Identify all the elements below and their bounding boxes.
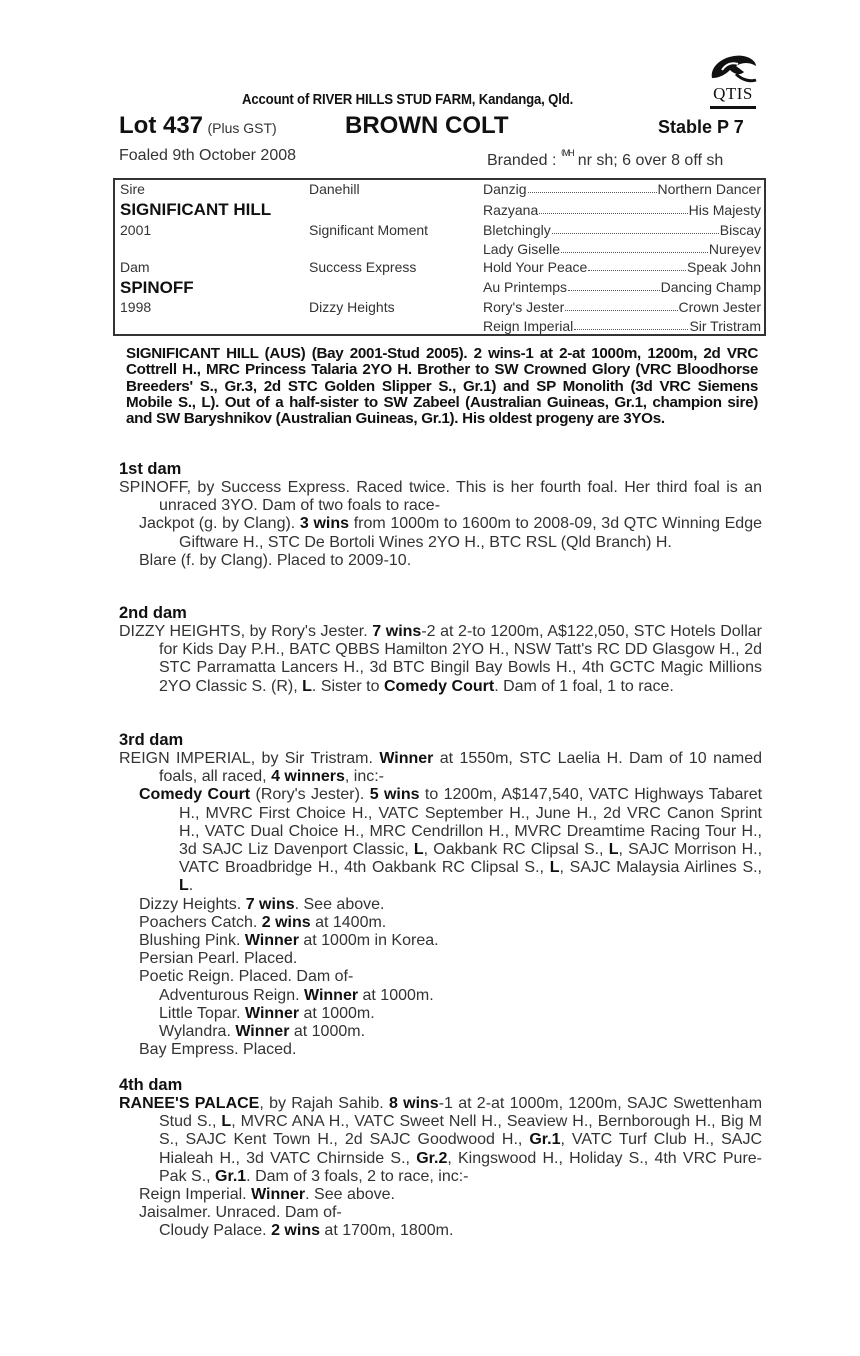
ancestor: Lady Giselle (483, 241, 561, 257)
ancestor: Razyana (483, 202, 539, 218)
ancestor: Hold Your Peace (483, 259, 588, 275)
section-title: 1st dam (119, 460, 182, 478)
third-dam-section (119, 731, 762, 1059)
section-title: 4th dam (119, 1076, 183, 1094)
lot-number (119, 112, 277, 140)
pedigree-row (483, 241, 761, 257)
section-title: 3rd dam (119, 731, 184, 749)
stable-number: Stable P 7 (658, 117, 744, 137)
horse-title: BROWN COLT (345, 112, 509, 139)
ancestor: Au Printemps (483, 279, 568, 295)
progeny-item: Bay Empress. Placed. (139, 1041, 297, 1059)
branded-label: Branded : (487, 152, 557, 169)
lot-label: Lot 437 (119, 112, 204, 139)
second-dam-section (119, 604, 762, 696)
dam-label: Dam (120, 259, 150, 275)
dam-paragraph: RANEE'S PALACE, by Rajah Sahib. 8 wins-1 at 2-at 1000m, 1200m, SAJC Swettenham Stud S., L, MVRC ANA H., VATC Sweet Nell H., Seaview H., Bernborough H., Big M S., SAJC Kent Town H., 2d SAJC Goodwood H., Gr.1, VATC Turf Club H., SAJC Hialeah H., 3d VATC Chirnside S., Gr.2, Kingswood H., Holiday S., 4th VRC Pure-Pak S., Gr.1. Dam of 3 foals, 2 to race, inc:- (119, 1095, 763, 1185)
ancestor-sire: Northern Dancer (657, 181, 761, 197)
grand-progeny-item: Wylandra. Winner at 1000m. (159, 1023, 366, 1041)
ancestor: Danzig (483, 181, 527, 197)
foaled-date: Foaled 9th October 2008 (119, 147, 297, 164)
ancestor: Reign Imperial (483, 318, 574, 334)
progeny-item: Poachers Catch. 2 wins at 1400m. (139, 913, 387, 931)
ancestor-sire: Biscay (719, 222, 761, 238)
damsire: Success Express (309, 259, 417, 275)
section-title: 2nd dam (119, 604, 187, 622)
granddam: Significant Moment (309, 222, 429, 238)
vendor-account: Account of RIVER HILLS STUD FARM, Kandanga, Qld. (242, 91, 574, 108)
pedigree-row (483, 259, 761, 275)
sire-name: SIGNIFICANT HILL (120, 200, 272, 219)
grand-progeny-item: Little Topar. Winner at 1000m. (159, 1004, 375, 1022)
pedigree-row (483, 222, 761, 238)
branded-info (487, 147, 723, 170)
sire-year: 2001 (120, 222, 152, 238)
pedigree-row (483, 279, 761, 295)
grandsire: Danehill (309, 181, 360, 197)
ancestor: Bletchingly (483, 222, 551, 238)
sire-label: Sire (120, 181, 145, 197)
ancestor: Rory's Jester (483, 299, 565, 315)
pedigree-row (483, 299, 761, 315)
grand-progeny-item: Cloudy Palace. 2 wins at 1700m, 1800m. (159, 1222, 454, 1240)
lot-note: (Plus GST) (207, 120, 277, 136)
progeny-item: Blare (f. by Clang). Placed to 2009-10. (139, 551, 412, 569)
fourth-dam-section (119, 1076, 762, 1241)
ancestor-sire: Dancing Champ (660, 279, 761, 295)
progeny-item: Blushing Pink. Winner at 1000m in Korea. (139, 932, 439, 950)
second-dam: Dizzy Heights (309, 299, 395, 315)
ancestor-sire: Crown Jester (678, 299, 761, 315)
progeny-item: Jaisalmer. Unraced. Dam of- (139, 1204, 342, 1222)
progeny-item: Reign Imperial. Winner. See above. (139, 1186, 395, 1204)
ancestor-sire: Speak John (687, 259, 761, 275)
first-dam-section (119, 460, 762, 570)
horse-head-icon (706, 52, 760, 84)
progeny-item: Persian Pearl. Placed. (139, 950, 298, 968)
ancestor-sire: His Majesty (688, 202, 761, 218)
dam-paragraph: SPINOFF, by Success Express. Raced twice. This is her fourth foal. Her third foal is an unraced 3YO. Dam of two foals to race- (119, 479, 762, 515)
logo-text: QTIS (713, 84, 753, 103)
grand-progeny-item: Adventurous Reign. Winner at 1000m. (159, 986, 434, 1004)
sire-summary: SIGNIFICANT HILL (AUS) (Bay 2001-Stud 2005). 2 wins-1 at 2-at 1000m, 1200m, 2d VRC Cottrell H., MRC Princess Talaria 2YO H. Brother to SW Crowned Glory (VRC Bloodhorse Breeders' S., Gr.3, 2d STC Golden Slipper S., Gr.1) and SP Monolith (3d VRC Siemens Mobile S., L). Out of a half-sister to SW Zabeel (Australian Guineas, Gr.1, champion sire) and SW Baryshnikov (Australian Guineas, Gr.1). His oldest progeny are 3YOs. (126, 345, 758, 428)
pedigree-row (483, 318, 761, 334)
dam-year: 1998 (120, 299, 152, 315)
dam-name: SPINOFF (120, 278, 194, 297)
progeny-item: Dizzy Heights. 7 wins. See above. (139, 895, 385, 913)
branded-text: nr sh; 6 over 8 off sh (577, 152, 724, 169)
brand-mark-icon: ⁽ᴹᴴ (560, 147, 574, 162)
ancestor-sire: Nureyev (708, 241, 761, 257)
ancestor-sire: Sir Tristram (689, 318, 761, 334)
progeny-item: Comedy Court (Rory's Jester). 5 wins to 1200m, A$147,540, VATC Highways Tabaret H., MVRC First Choice H., VATC September H., June H., 2d VRC Canon Sprint H., VATC Dual Choice H., MRC Cendrillon H., MVRC Dreamtime Racing Tour H., 3d SAJC Liz Davenport Classic, L, Oakbank RC Clipsal S., L, SAJC Morrison H., VATC Broadbridge H., 4th Oakbank RC Clipsal S., L, SAJC Malaysia Airlines S., L. (139, 786, 763, 895)
progeny-item: Jackpot (g. by Clang). 3 wins from 1000m to 1600m to 2008-09, 3d QTC Winning Edge Giftware H., STC De Bortoli Wines 2YO H., BTC RSL (Qld Branch) H. (139, 515, 762, 551)
progeny-item: Poetic Reign. Placed. Dam of- (139, 968, 354, 986)
dam-paragraph: DIZZY HEIGHTS, by Rory's Jester. 7 wins-2 at 2-to 1200m, A$122,050, STC Hotels Dollar for Kids Day P.H., BATC QBBS Hamilton 2YO H., NSW Tatt's RC DD Glasgow H., 2d STC Parramatta Lancers H., 3d BTC Bingil Bay Bowls H., 4th GCTC Magic Millions 2YO Classic S. (R), L. Sister to Comedy Court. Dam of 1 foal, 1 to race. (119, 623, 763, 695)
dam-paragraph: REIGN IMPERIAL, by Sir Tristram. Winner at 1550m, STC Laelia H. Dam of 10 named foals, all raced, 4 winners, inc:- (119, 750, 762, 786)
qtis-logo (706, 52, 760, 110)
pedigree-table (113, 178, 766, 336)
pedigree-row (483, 202, 761, 218)
pedigree-row (483, 181, 761, 197)
logo-underline (710, 106, 756, 109)
